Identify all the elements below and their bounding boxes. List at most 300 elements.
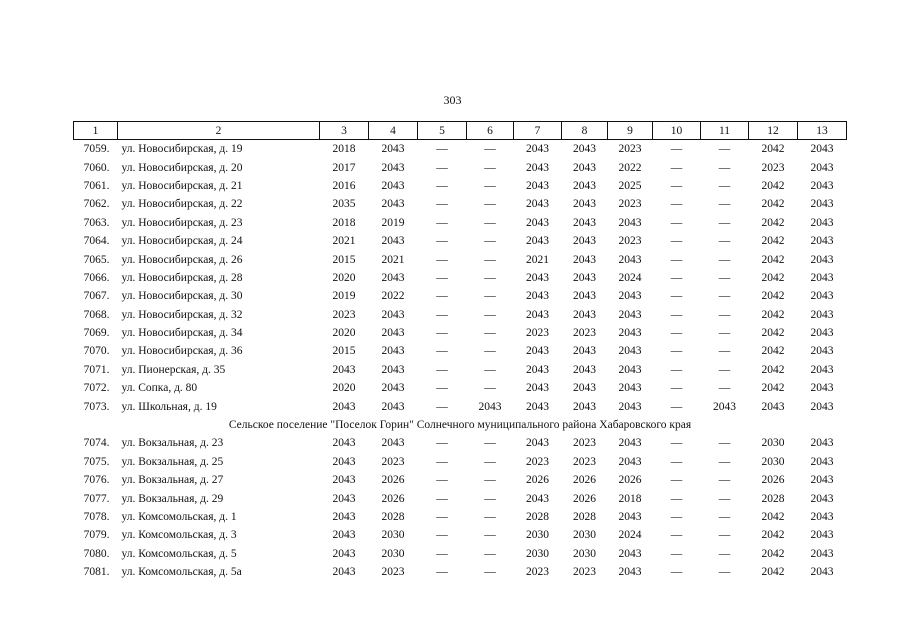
year-cell-col-10: —	[670, 327, 683, 340]
year-cell-col-12: 2042	[761, 198, 785, 211]
year-cell-col-8: 2043	[573, 143, 596, 156]
year-cell-col-12: 2042	[761, 566, 785, 579]
year-cell-col-3: 2035	[332, 198, 356, 211]
year-cell-col-4: 2043	[381, 198, 405, 211]
year-cell-col-5: —	[436, 143, 448, 156]
year-cell-col-9: 2043	[618, 345, 642, 358]
year-cell-col-4: 2022	[381, 290, 405, 303]
year-cell-col-4: 2043	[381, 179, 405, 192]
address-cell: ул. Новосибирская, д. 32	[121, 308, 243, 321]
year-cell-col-3: 2015	[332, 345, 356, 358]
year-cell-col-12: 2042	[761, 547, 785, 560]
year-cell-col-9: 2043	[618, 216, 642, 229]
year-cell-col-6: —	[484, 437, 496, 450]
year-cell-col-5: —	[436, 290, 448, 303]
address-cell: ул. Вокзальная, д. 27	[121, 474, 224, 487]
year-cell-col-3: 2019	[332, 290, 356, 303]
year-cell-col-6: —	[484, 216, 496, 229]
year-cell-col-12: 2042	[761, 382, 785, 395]
year-cell-col-4: 2026	[381, 492, 405, 505]
row-number: 7063.	[83, 216, 110, 229]
year-cell-col-7: 2028	[526, 511, 549, 523]
table-row	[74, 508, 847, 526]
year-cell-col-10: —	[670, 529, 683, 542]
year-cell-col-12: 2042	[761, 235, 785, 248]
year-cell-col-7: 2043	[526, 143, 549, 156]
year-cell-col-5: —	[436, 198, 448, 211]
year-cell-col-4: 2026	[381, 474, 405, 487]
year-cell-col-8: 2043	[573, 400, 596, 413]
year-cell-col-11: —	[718, 143, 731, 156]
year-cell-col-7: 2043	[526, 437, 549, 450]
year-cell-col-6: —	[484, 143, 496, 156]
year-cell-col-13: 2043	[810, 566, 834, 579]
year-cell-col-8: 2043	[573, 235, 596, 248]
year-cell-col-8: 2026	[573, 492, 596, 505]
year-cell-col-7: 2043	[526, 290, 549, 303]
table-row	[74, 269, 847, 287]
table-row	[74, 453, 847, 471]
year-cell-col-7: 2043	[526, 271, 549, 284]
row-number: 7076.	[83, 474, 110, 487]
year-cell-col-8: 2043	[573, 345, 596, 358]
year-cell-col-13: 2043	[810, 363, 834, 376]
year-cell-col-4: 2043	[381, 271, 405, 284]
year-cell-col-8: 2043	[573, 179, 596, 192]
year-cell-col-9: 2026	[618, 474, 642, 487]
year-cell-col-11: —	[718, 161, 731, 174]
year-cell-col-3: 2043	[332, 511, 356, 523]
year-cell-col-6: —	[484, 455, 496, 468]
year-cell-col-11: —	[718, 235, 731, 248]
year-cell-col-3: 2043	[332, 529, 356, 542]
year-cell-col-11: —	[718, 547, 731, 560]
table-row	[74, 214, 847, 232]
year-cell-col-11: —	[718, 290, 731, 303]
year-cell-col-12: 2042	[761, 345, 785, 358]
year-cell-col-5: —	[436, 235, 448, 248]
address-cell: ул. Новосибирская, д. 28	[121, 271, 243, 284]
table-row	[74, 342, 847, 360]
year-cell-col-11: —	[718, 327, 731, 340]
year-cell-col-13: 2043	[810, 216, 834, 229]
row-number: 7081.	[83, 566, 110, 579]
year-cell-col-3: 2043	[332, 566, 356, 579]
year-cell-col-3: 2023	[332, 308, 356, 321]
address-cell: ул. Комсомольская, д. 5а	[121, 566, 242, 579]
year-cell-col-13: 2043	[810, 492, 834, 505]
year-cell-col-5: —	[436, 455, 448, 468]
year-cell-col-5: —	[436, 253, 448, 266]
year-cell-col-4: 2030	[381, 547, 405, 560]
row-number: 7071.	[83, 363, 110, 376]
year-cell-col-8: 2043	[573, 198, 596, 211]
column-header-2: 2	[118, 122, 320, 140]
year-cell-col-8: 2043	[573, 253, 596, 266]
year-cell-col-12: 2026	[761, 474, 785, 487]
address-cell: ул. Новосибирская, д. 24	[121, 235, 243, 248]
year-cell-col-3: 2043	[332, 455, 356, 468]
year-cell-col-5: —	[436, 345, 448, 358]
year-cell-col-3: 2043	[332, 437, 356, 450]
year-cell-col-9: 2023	[618, 235, 642, 248]
year-cell-col-10: —	[670, 511, 683, 523]
year-cell-col-13: 2043	[810, 382, 834, 395]
table-row	[74, 140, 847, 159]
year-cell-col-8: 2026	[573, 474, 596, 487]
table-row	[74, 158, 847, 176]
year-cell-col-11: —	[718, 308, 731, 321]
year-cell-col-9: 2043	[618, 455, 642, 468]
year-cell-col-5: —	[436, 492, 448, 505]
year-cell-col-5: —	[436, 437, 448, 450]
address-cell: ул. Комсомольская, д. 1	[121, 511, 237, 523]
row-number: 7062.	[83, 198, 110, 211]
table-row	[74, 434, 847, 452]
year-cell-col-12: 2042	[761, 511, 785, 523]
year-cell-col-9: 2024	[618, 271, 642, 284]
year-cell-col-5: —	[436, 327, 448, 340]
year-cell-col-9: 2043	[618, 511, 642, 523]
table-row	[74, 563, 847, 581]
year-cell-col-9: 2043	[618, 566, 642, 579]
year-cell-col-9: 2043	[618, 437, 642, 450]
year-cell-col-8: 2043	[573, 271, 596, 284]
row-number: 7072.	[83, 382, 110, 395]
year-cell-col-7: 2030	[526, 529, 549, 542]
year-cell-col-5: —	[436, 179, 448, 192]
year-cell-col-13: 2043	[810, 345, 834, 358]
year-cell-col-10: —	[670, 179, 683, 192]
year-cell-col-11: —	[718, 437, 731, 450]
table-row	[74, 379, 847, 397]
year-cell-col-7: 2043	[526, 198, 549, 211]
year-cell-col-5: —	[436, 271, 448, 284]
column-header-3: 3	[320, 122, 369, 140]
address-cell: ул. Новосибирская, д. 19	[121, 143, 243, 156]
row-number: 7070.	[83, 345, 110, 358]
year-cell-col-10: —	[670, 566, 683, 579]
header-row	[74, 122, 847, 140]
year-cell-col-9: 2025	[618, 179, 642, 192]
address-cell: ул. Новосибирская, д. 36	[121, 345, 243, 358]
address-cell: ул. Вокзальная, д. 25	[121, 455, 224, 468]
address-cell: ул. Новосибирская, д. 30	[121, 290, 243, 303]
year-cell-col-3: 2043	[332, 363, 356, 376]
year-cell-col-6: —	[484, 492, 496, 505]
year-cell-col-7: 2043	[526, 345, 549, 358]
year-cell-col-9: 2043	[618, 253, 642, 266]
address-cell: ул. Новосибирская, д. 22	[121, 198, 243, 211]
table-row	[74, 306, 847, 324]
year-cell-col-6: —	[484, 566, 496, 579]
year-cell-col-5: —	[436, 363, 448, 376]
year-cell-col-7: 2023	[526, 455, 549, 468]
data-table	[73, 121, 847, 581]
year-cell-col-9: 2043	[618, 382, 642, 395]
address-cell: ул. Новосибирская, д. 21	[121, 179, 243, 192]
section-title-row	[74, 416, 847, 434]
table-row	[74, 177, 847, 195]
year-cell-col-8: 2023	[573, 566, 596, 579]
year-cell-col-9: 2043	[618, 363, 642, 376]
row-number: 7065.	[83, 253, 110, 266]
year-cell-col-13: 2043	[810, 529, 834, 542]
year-cell-col-11: —	[718, 529, 731, 542]
year-cell-col-3: 2020	[332, 327, 356, 340]
year-cell-col-11: —	[718, 345, 731, 358]
table-row	[74, 287, 847, 305]
year-cell-col-8: 2030	[573, 547, 596, 560]
year-cell-col-6: —	[484, 327, 496, 340]
year-cell-col-10: —	[670, 198, 683, 211]
year-cell-col-6: 2043	[478, 400, 502, 413]
row-number: 7073.	[83, 400, 110, 413]
year-cell-col-10: —	[670, 345, 683, 358]
address-cell: ул. Комсомольская, д. 5	[121, 547, 237, 560]
year-cell-col-4: 2043	[381, 327, 405, 340]
year-cell-col-6: —	[484, 382, 496, 395]
year-cell-col-9: 2043	[618, 290, 642, 303]
year-cell-col-10: —	[670, 161, 683, 174]
year-cell-col-13: 2043	[810, 253, 834, 266]
year-cell-col-4: 2043	[381, 345, 405, 358]
year-cell-col-8: 2043	[573, 363, 596, 376]
year-cell-col-10: —	[670, 216, 683, 229]
year-cell-col-8: 2043	[573, 290, 596, 303]
year-cell-col-12: 2042	[761, 308, 785, 321]
year-cell-col-12: 2042	[761, 271, 785, 284]
table-row	[74, 232, 847, 250]
year-cell-col-13: 2043	[810, 327, 834, 340]
year-cell-col-9: 2024	[618, 529, 642, 542]
year-cell-col-4: 2023	[381, 566, 405, 579]
year-cell-col-7: 2021	[526, 253, 549, 266]
row-number: 7064.	[83, 235, 110, 248]
year-cell-col-13: 2043	[810, 235, 834, 248]
year-cell-col-12: 2043	[761, 400, 785, 413]
year-cell-col-13: 2043	[810, 437, 834, 450]
year-cell-col-5: —	[436, 511, 448, 523]
year-cell-col-13: 2043	[810, 290, 834, 303]
year-cell-col-5: —	[436, 547, 448, 560]
year-cell-col-4: 2043	[381, 400, 405, 413]
row-number: 7078.	[83, 511, 110, 523]
year-cell-col-8: 2023	[573, 437, 596, 450]
column-header-12: 12	[749, 122, 798, 140]
address-cell: ул. Вокзальная, д. 29	[121, 492, 224, 505]
year-cell-col-6: —	[484, 511, 496, 523]
year-cell-col-6: —	[484, 198, 496, 211]
year-cell-col-7: 2043	[526, 216, 549, 229]
year-cell-col-6: —	[484, 290, 496, 303]
year-cell-col-4: 2021	[381, 253, 405, 266]
year-cell-col-8: 2030	[573, 529, 596, 542]
year-cell-col-10: —	[670, 547, 683, 560]
year-cell-col-4: 2023	[381, 455, 405, 468]
year-cell-col-6: —	[484, 235, 496, 248]
table-row	[74, 324, 847, 342]
year-cell-col-4: 2043	[381, 161, 405, 174]
year-cell-col-5: —	[436, 308, 448, 321]
year-cell-col-3: 2043	[332, 474, 356, 487]
row-number: 7060.	[83, 161, 110, 174]
table-row	[74, 250, 847, 268]
year-cell-col-11: —	[718, 271, 731, 284]
year-cell-col-9: 2018	[618, 492, 642, 505]
year-cell-col-12: 2028	[761, 492, 785, 505]
year-cell-col-3: 2043	[332, 400, 356, 413]
column-header-1: 1	[74, 122, 118, 140]
year-cell-col-10: —	[670, 143, 683, 156]
year-cell-col-12: 2030	[761, 437, 785, 450]
row-number: 7077.	[83, 492, 110, 505]
year-cell-col-3: 2043	[332, 492, 356, 505]
year-cell-col-6: —	[484, 179, 496, 192]
table-row	[74, 526, 847, 544]
year-cell-col-11: —	[718, 474, 731, 487]
year-cell-col-13: 2043	[810, 547, 834, 560]
row-number: 7068.	[83, 308, 110, 321]
year-cell-col-6: —	[484, 363, 496, 376]
year-cell-col-4: 2043	[381, 382, 405, 395]
year-cell-col-9: 2043	[618, 308, 642, 321]
year-cell-col-6: —	[484, 161, 496, 174]
year-cell-col-8: 2023	[573, 455, 596, 468]
year-cell-col-6: —	[484, 253, 496, 266]
address-cell: ул. Новосибирская, д. 20	[121, 161, 243, 174]
year-cell-col-13: 2043	[810, 455, 834, 468]
year-cell-col-12: 2042	[761, 179, 785, 192]
address-cell: ул. Пионерская, д. 35	[121, 363, 226, 376]
year-cell-col-10: —	[670, 437, 683, 450]
row-number: 7074.	[83, 437, 110, 450]
table-row	[74, 471, 847, 489]
year-cell-col-11: —	[718, 179, 731, 192]
year-cell-col-9: 2043	[618, 327, 642, 340]
year-cell-col-7: 2043	[526, 363, 549, 376]
year-cell-col-11: —	[718, 216, 731, 229]
year-cell-col-10: —	[670, 253, 683, 266]
year-cell-col-12: 2023	[761, 161, 785, 174]
year-cell-col-7: 2026	[526, 474, 549, 487]
year-cell-col-3: 2016	[332, 179, 356, 192]
year-cell-col-11: —	[718, 363, 731, 376]
table-body	[74, 140, 847, 582]
year-cell-col-7: 2043	[526, 161, 549, 174]
year-cell-col-13: 2043	[810, 308, 834, 321]
year-cell-col-10: —	[670, 492, 683, 505]
row-number: 7067.	[83, 290, 110, 303]
year-cell-col-9: 2043	[618, 400, 642, 413]
year-cell-col-10: —	[670, 455, 683, 468]
year-cell-col-3: 2015	[332, 253, 356, 266]
year-cell-col-3: 2020	[332, 382, 356, 395]
row-number: 7069.	[83, 327, 110, 340]
year-cell-col-5: —	[436, 566, 448, 579]
year-cell-col-6: —	[484, 474, 496, 487]
address-cell: ул. Комсомольская, д. 3	[121, 529, 237, 542]
year-cell-col-13: 2043	[810, 511, 834, 523]
year-cell-col-6: —	[484, 529, 496, 542]
column-header-4: 4	[369, 122, 418, 140]
year-cell-col-12: 2030	[761, 455, 785, 468]
column-header-8: 8	[562, 122, 608, 140]
year-cell-col-9: 2023	[618, 143, 642, 156]
year-cell-col-10: —	[670, 271, 683, 284]
column-header-5: 5	[418, 122, 467, 140]
year-cell-col-4: 2043	[381, 363, 405, 376]
year-cell-col-4: 2043	[381, 308, 405, 321]
table-row	[74, 361, 847, 379]
year-cell-col-8: 2043	[573, 216, 596, 229]
year-cell-col-5: —	[436, 474, 448, 487]
table-row	[74, 489, 847, 507]
year-cell-col-3: 2043	[332, 547, 356, 560]
address-cell: ул. Школьная, д. 19	[121, 400, 217, 413]
column-header-6: 6	[467, 122, 514, 140]
year-cell-col-3: 2021	[332, 235, 356, 248]
year-cell-col-8: 2043	[573, 382, 596, 395]
year-cell-col-10: —	[670, 290, 683, 303]
column-header-13: 13	[798, 122, 847, 140]
page-number: 303	[443, 93, 462, 107]
year-cell-col-9: 2023	[618, 198, 642, 211]
year-cell-col-12: 2042	[761, 363, 785, 376]
table-row	[74, 545, 847, 563]
year-cell-col-10: —	[670, 235, 683, 248]
year-cell-col-7: 2043	[526, 308, 549, 321]
column-header-11: 11	[701, 122, 749, 140]
year-cell-col-4: 2028	[381, 511, 405, 523]
year-cell-col-6: —	[484, 308, 496, 321]
year-cell-col-9: 2043	[618, 547, 642, 560]
column-header-10: 10	[653, 122, 701, 140]
year-cell-col-5: —	[436, 400, 448, 413]
year-cell-col-7: 2030	[526, 547, 549, 560]
year-cell-col-8: 2043	[573, 161, 596, 174]
row-number: 7059.	[83, 143, 110, 156]
year-cell-col-12: 2042	[761, 253, 785, 266]
year-cell-col-7: 2043	[526, 382, 549, 395]
year-cell-col-12: 2042	[761, 529, 785, 542]
year-cell-col-3: 2018	[332, 143, 356, 156]
year-cell-col-10: —	[670, 363, 683, 376]
year-cell-col-11: —	[718, 198, 731, 211]
year-cell-col-5: —	[436, 382, 448, 395]
year-cell-col-7: 2043	[526, 235, 549, 248]
address-cell: ул. Новосибирская, д. 26	[121, 253, 243, 266]
year-cell-col-13: 2043	[810, 198, 834, 211]
year-cell-col-3: 2018	[332, 216, 356, 229]
year-cell-col-8: 2023	[573, 327, 596, 340]
year-cell-col-5: —	[436, 161, 448, 174]
year-cell-col-11: —	[718, 382, 731, 395]
year-cell-col-13: 2043	[810, 161, 834, 174]
year-cell-col-3: 2020	[332, 271, 356, 284]
table-row	[74, 397, 847, 415]
address-cell: ул. Новосибирская, д. 23	[121, 216, 243, 229]
year-cell-col-11: —	[718, 511, 731, 523]
year-cell-col-13: 2043	[810, 400, 834, 413]
section-title: Сельское поселение "Поселок Горин" Солнечного муниципального района Хабаровского края	[228, 419, 692, 432]
year-cell-col-8: 2028	[573, 511, 596, 523]
year-cell-col-13: 2043	[810, 179, 834, 192]
year-cell-col-4: 2019	[381, 216, 405, 229]
year-cell-col-5: —	[436, 216, 448, 229]
year-cell-col-8: 2043	[573, 308, 596, 321]
year-cell-col-10: —	[670, 308, 683, 321]
